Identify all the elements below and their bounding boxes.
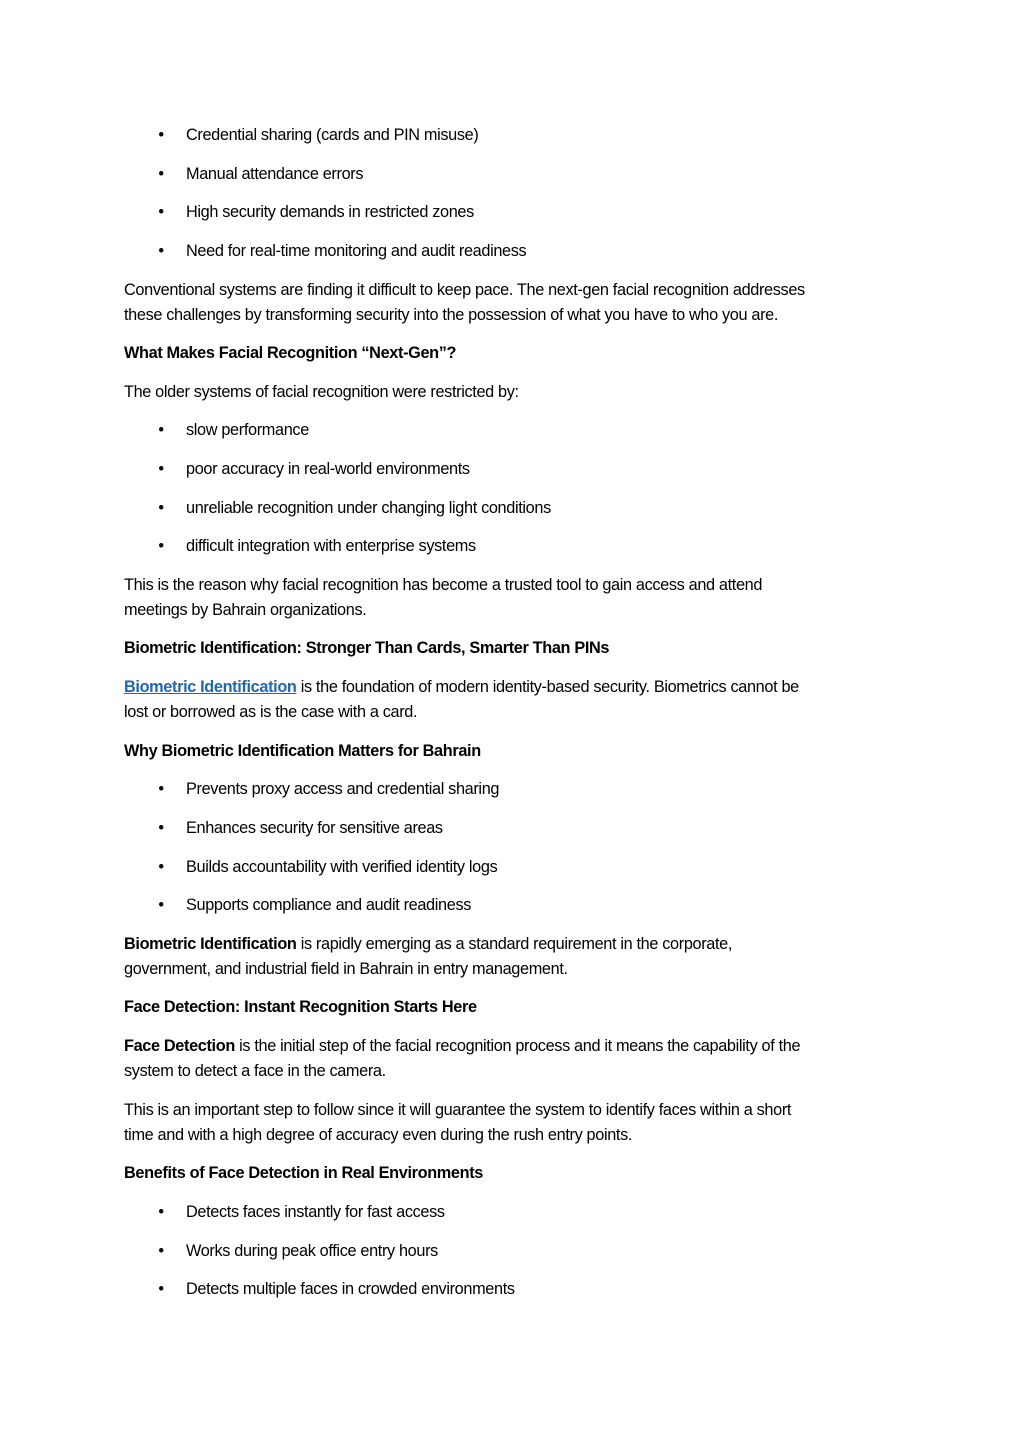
paragraph-line: lost or borrowed as is the case with a card. <box>124 703 418 721</box>
paragraph-line: This is the reason why facial recognition has become a trusted tool to gain access and attend <box>124 576 763 594</box>
bullet-icon: • <box>158 858 164 876</box>
list-item-text: Credential sharing (cards and PIN misuse) <box>186 126 479 144</box>
list-item-text: unreliable recognition under changing light conditions <box>186 499 551 517</box>
bullet-icon: • <box>158 499 164 517</box>
bullet-icon: • <box>158 242 164 260</box>
paragraph-line: these challenges by transforming security into the possession of what you have to who you are. <box>124 306 779 324</box>
paragraph-line: Conventional systems are finding it difficult to keep pace. The next-gen facial recognition addresses <box>124 281 805 299</box>
paragraph-line: This is an important step to follow since it will guarantee the system to identify faces within a short <box>124 1101 792 1119</box>
paragraph-line: time and with a high degree of accuracy even during the rush entry points. <box>124 1126 633 1144</box>
paragraph-line: government, and industrial field in Bahrain in entry management. <box>124 960 568 978</box>
bullet-icon: • <box>158 1242 164 1260</box>
list-item-text: Builds accountability with verified identity logs <box>186 858 498 876</box>
paragraph-text: is the foundation of modern identity-based security. Biometrics cannot be <box>296 678 799 696</box>
bullet-icon: • <box>158 896 164 914</box>
list-item-text: High security demands in restricted zones <box>186 203 474 221</box>
list-item-text: Works during peak office entry hours <box>186 1242 438 1260</box>
paragraph-line: The older systems of facial recognition were restricted by: <box>124 383 519 401</box>
bold-term: Biometric Identification <box>124 935 297 953</box>
paragraph-line: system to detect a face in the camera. <box>124 1062 386 1080</box>
list-item-text: Enhances security for sensitive areas <box>186 819 443 837</box>
list-item-text: poor accuracy in real-world environments <box>186 460 470 478</box>
paragraph-text: is the initial step of the facial recognition process and it means the capability of the <box>234 1037 801 1055</box>
bullet-icon: • <box>158 165 164 183</box>
paragraph-line <box>124 1034 800 1059</box>
section-heading: Face Detection: Instant Recognition Starts Here <box>124 998 477 1016</box>
bold-term: Face Detection <box>124 1037 235 1055</box>
bullet-icon: • <box>158 460 164 478</box>
paragraph-line <box>124 675 799 700</box>
bullet-icon: • <box>158 203 164 221</box>
bullet-icon: • <box>158 780 164 798</box>
bullet-icon: • <box>158 1280 164 1298</box>
list-item-text: Prevents proxy access and credential sharing <box>186 780 500 798</box>
list-item-text: slow performance <box>186 421 309 439</box>
section-heading: Why Biometric Identification Matters for Bahrain <box>124 742 481 760</box>
section-heading: Biometric Identification: Stronger Than Cards, Smarter Than PINs <box>124 639 610 657</box>
bullet-icon: • <box>158 819 164 837</box>
bullet-icon: • <box>158 126 164 144</box>
list-item-text: Need for real-time monitoring and audit readiness <box>186 242 527 260</box>
list-item-text: difficult integration with enterprise systems <box>186 537 476 555</box>
list-item-text: Manual attendance errors <box>186 165 364 183</box>
bullet-icon: • <box>158 537 164 555</box>
bullet-icon: • <box>158 421 164 439</box>
bullet-icon: • <box>158 1203 164 1221</box>
list-item-text: Detects multiple faces in crowded environments <box>186 1280 515 1298</box>
biometric-identification-link[interactable]: Biometric Identification <box>124 678 297 696</box>
paragraph-text: is rapidly emerging as a standard requirement in the corporate, <box>296 935 733 953</box>
section-heading: Benefits of Face Detection in Real Environments <box>124 1164 484 1182</box>
section-heading: What Makes Facial Recognition “Next-Gen”? <box>124 344 457 362</box>
paragraph-line: meetings by Bahrain organizations. <box>124 601 367 619</box>
paragraph-line <box>124 932 732 957</box>
list-item-text: Detects faces instantly for fast access <box>186 1203 445 1221</box>
list-item-text: Supports compliance and audit readiness <box>186 896 472 914</box>
